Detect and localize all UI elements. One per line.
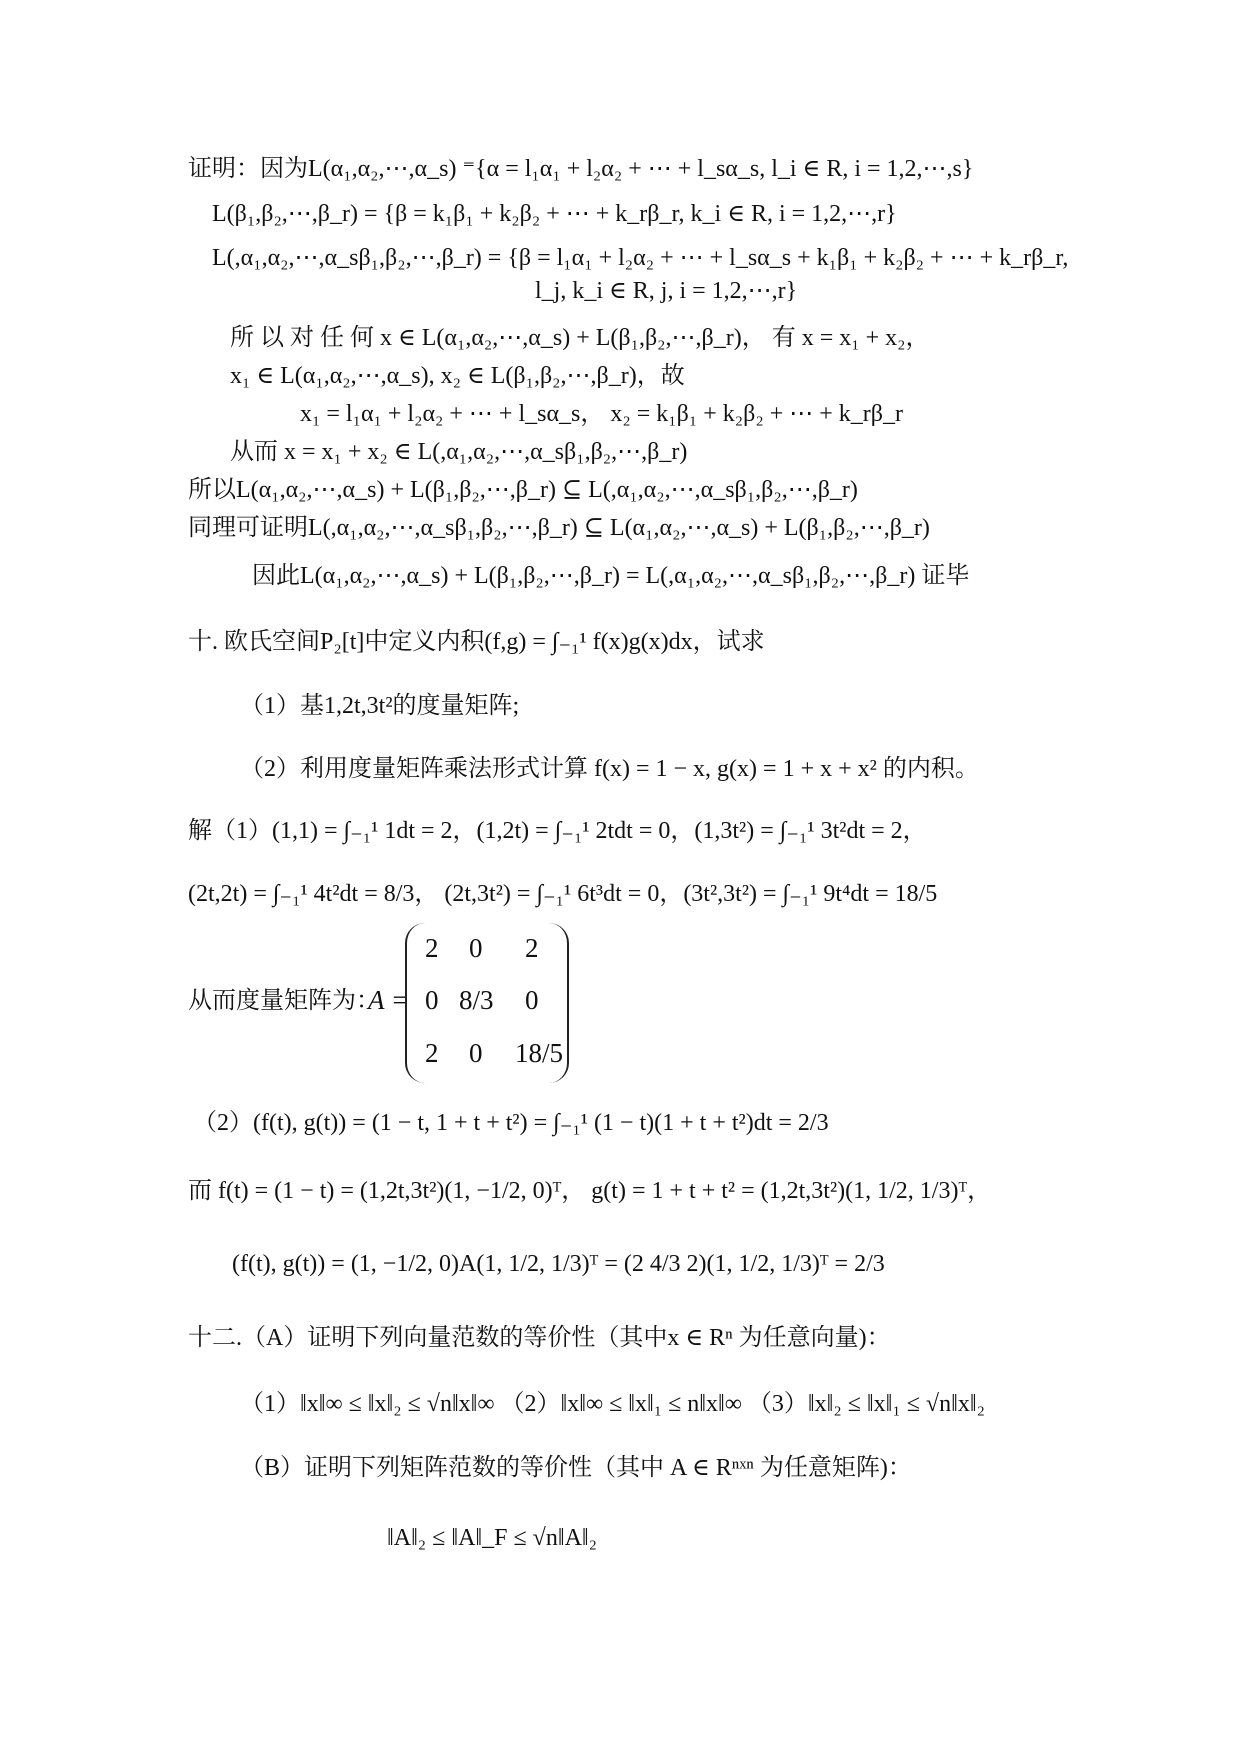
text-line-sol-6: (f(t), g(t)) = (1, −1/2, 0)A(1, 1/2, 1/3)ᵀ = (2 4/3 2)(1, 1/2, 1/3)ᵀ = 2/3 [232, 1251, 885, 1277]
text-line-q10-2: （2）利用度量矩阵乘法形式计算 f(x) = 1 − x, g(x) = 1 + x + x² 的内积。 [240, 756, 979, 782]
text-line-q12-b: （B）证明下列矩阵范数的等价性（其中 A ∈ Rⁿˣⁿ 为任意矩阵)： [240, 1455, 912, 1481]
text-line-q10: 十. 欧氏空间P₂[t]中定义内积(f,g) = ∫₋₁¹ f(x)g(x)dx，试求 [188, 629, 765, 655]
text-line-q12: 十二.（A）证明下列向量范数的等价性（其中x ∈ Rⁿ 为任意向量)： [188, 1325, 891, 1351]
matrix-cell: 0 [525, 985, 539, 1015]
text-line-proof-6: x₁ = l₁α₁ + l₂α₂ + ⋯ + l_sα_s， x₂ = k₁β₁ + k₂β₂ + ⋯ + k_rβ_r [300, 401, 903, 427]
matrix-cell: 2 [425, 933, 439, 963]
text-line-sol-5: 而 f(t) = (1 − t) = (1,2t,3t²)(1, −1/2, 0)ᵀ， g(t) = 1 + t + t² = (1,2t,3t²)(1, 1/2, 1/3)ᵀ， [188, 1178, 992, 1204]
matrix-cell: 2 [525, 933, 539, 963]
matrix-label: A = [368, 985, 409, 1015]
matrix-cell: 2 [425, 1038, 439, 1068]
text-line-sol-4: （2）(f(t), g(t)) = (1 − t, 1 + t + t²) = ∫₋₁¹ (1 − t)(1 + t + t²)dt = 2/3 [193, 1110, 829, 1136]
matrix-cell: 0 [425, 985, 439, 1015]
text-line-proof-9: 同理可证明L(,α₁,α₂,⋯,α_sβ₁,β₂,⋯,β_r) ⊆ L(α₁,α₂,⋯,α_s) + L(β₁,β₂,⋯,β_r) [188, 515, 930, 541]
text-line-sol-2: (2t,2t) = ∫₋₁¹ 4t²dt = 8/3， (2t,3t²) = ∫₋₁¹ 6t³dt = 0，(3t²,3t²) = ∫₋₁¹ 9t⁴dt = 18/5 [188, 881, 938, 907]
text-line-proof-7: 从而 x = x₁ + x₂ ∈ L(,α₁,α₂,⋯,α_sβ₁,β₂,⋯,β_r) [230, 439, 688, 465]
text-line-sol-3: 从而度量矩阵为： [188, 988, 380, 1014]
text-line-q10-1: （1）基1,2t,3t²的度量矩阵; [240, 693, 520, 719]
text-line-sol-1: 解（1）(1,1) = ∫₋₁¹ 1dt = 2，(1,2t) = ∫₋₁¹ 2tdt = 0，(1,3t²) = ∫₋₁¹ 3t²dt = 2， [188, 818, 927, 844]
text-line-proof-10: 因此L(α₁,α₂,⋯,α_s) + L(β₁,β₂,⋯,β_r) = L(,α₁,α₂,⋯,α_sβ₁,β₂,⋯,β_r) 证毕 [252, 563, 970, 589]
matrix-cell: 18/5 [515, 1038, 564, 1068]
text-line-proof-3b: l_j, k_i ∈ R, j, i = 1,2,⋯,r} [535, 278, 798, 304]
matrix-cell: 0 [469, 933, 483, 963]
text-line-proof-3a: L(,α₁,α₂,⋯,α_sβ₁,β₂,⋯,β_r) = {β = l₁α₁ + l₂α₂ + ⋯ + l_sα_s + k₁β₁ + k₂β₂ + ⋯ + k_rβ_r, [212, 245, 1069, 271]
text-line-q12-1: （1）‖x‖∞ ≤ ‖x‖₂ ≤ √n‖x‖∞ （2）‖x‖∞ ≤ ‖x‖₁ ≤ n‖x‖∞ （3）‖x‖₂ ≤ ‖x‖₁ ≤ √n‖x‖₂ [240, 1391, 985, 1417]
text-line-proof-1: 证明：因为L(α₁,α₂,⋯,α_s) ⁼{α = l₁α₁ + l₂α₂ + ⋯ + l_sα_s, l_i ∈ R, i = 1,2,⋯,s} [188, 156, 974, 182]
text-line-proof-8: 所以L(α₁,α₂,⋯,α_s) + L(β₁,β₂,⋯,β_r) ⊆ L(,α₁,α₂,⋯,α_sβ₁,β₂,⋯,β_r) [188, 477, 858, 503]
text-line-proof-5: x₁ ∈ L(α₁,α₂,⋯,α_s), x₂ ∈ L(β₁,β₂,⋯,β_r)，故 [230, 363, 685, 389]
matrix-cell: 0 [469, 1038, 483, 1068]
text-line-proof-4: 所 以 对 任 何 x ∈ L(α₁,α₂,⋯,α_s) + L(β₁,β₂,⋯,β_r)， 有 x = x₁ + x₂， [230, 325, 930, 351]
text-line-q12-b1: ‖A‖₂ ≤ ‖A‖_F ≤ √n‖A‖₂ [387, 1525, 598, 1551]
text-line-proof-2: L(β₁,β₂,⋯,β_r) = {β = k₁β₁ + k₂β₂ + ⋯ + k_rβ_r, k_i ∈ R, i = 1,2,⋯,r} [212, 201, 897, 227]
matrix-cell: 8/3 [459, 985, 494, 1015]
metric-matrix [405, 923, 569, 1083]
